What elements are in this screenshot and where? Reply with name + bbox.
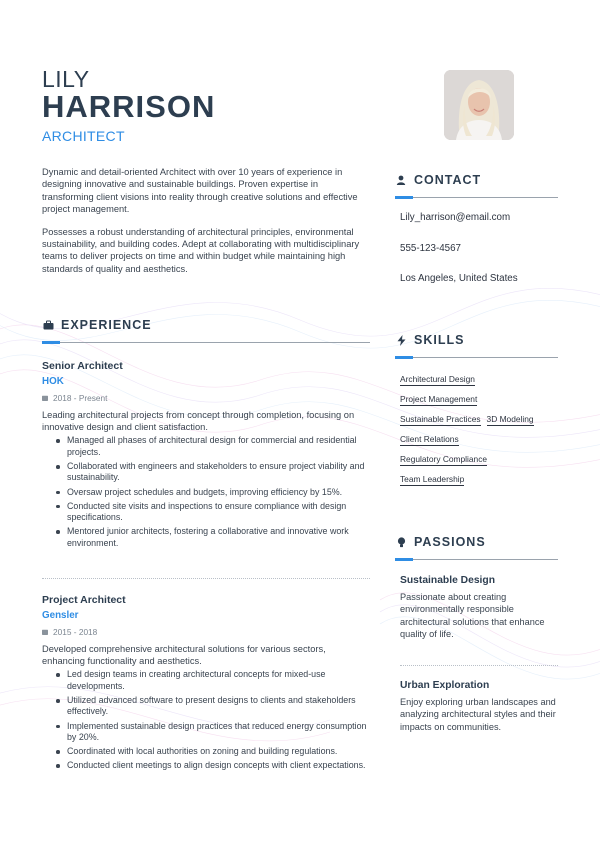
passions-divider (395, 558, 558, 561)
experience-divider (42, 341, 370, 344)
calendar-icon (42, 393, 48, 403)
contact-email[interactable]: Lily_harrison@email.com (400, 212, 511, 223)
job-entry-2 (42, 594, 370, 775)
contact-divider (395, 196, 558, 199)
passions-title: PASSIONS (414, 535, 486, 549)
list-item: Led design teams in creating architectural concepts for mixed-use developments. (56, 669, 370, 692)
job-separator (42, 578, 370, 579)
skills-list (400, 374, 558, 494)
skill-tag: Sustainable Practices (400, 414, 481, 424)
passion-title: Urban Exploration (400, 680, 490, 691)
calendar-icon (42, 627, 48, 637)
job-dates-text: 2018 - Present (53, 393, 108, 403)
list-item: Managed all phases of architectural design for commercial and residential projects. (56, 435, 370, 458)
contact-phone: 555-123-4567 (400, 243, 462, 254)
passion-description: Passionate about creating environmentally responsible architectural solutions that enhance quality of life. (400, 592, 545, 640)
summary-section (42, 166, 370, 285)
list-item: Oversaw project schedules and budgets, improving efficiency by 15%. (56, 487, 370, 498)
job-dates (42, 627, 370, 637)
skill-tag: Client Relations (400, 434, 459, 444)
skill-tag: Project Management (400, 394, 478, 404)
first-name: LILY (42, 66, 90, 92)
passion-item-1 (400, 575, 558, 641)
job-bullets (42, 435, 370, 549)
list-item: Implemented sustainable design practices that reduced energy consumption by 20%. (56, 721, 370, 744)
passion-item-2 (400, 680, 558, 733)
list-item: Utilized advanced software to present designs to clients and stakeholders effectively. (56, 695, 370, 718)
list-item: Conducted client meetings to align design concepts with client expectations. (56, 760, 370, 771)
skill-tag: Regulatory Compliance (400, 454, 488, 464)
skill-tag: Team Leadership (400, 474, 465, 484)
skill-tag: Architectural Design (400, 374, 475, 384)
passion-separator (400, 665, 558, 666)
lightbulb-icon (395, 536, 407, 548)
summary-paragraph-2: Possesses a robust understanding of architectural principles, environmental sustainability, and building codes. Adept at collaborating with multidisciplinary teams to deliver projects on time and within budget while maintaining high standards of quality and aesthetics. (42, 226, 360, 274)
list-item: Collaborated with engineers and stakeholders to ensure project viability and sustainability. (56, 461, 370, 484)
last-name: HARRISON (42, 89, 216, 124)
job-dates (42, 393, 370, 403)
contact-header (395, 172, 558, 199)
passion-description: Enjoy exploring urban landscapes and analyzing architectural styles and their impacts on communities. (400, 697, 556, 732)
briefcase-icon (42, 319, 54, 331)
job-description: Leading architectural projects from concept through completion, focusing on innovative design and client satisfaction. (42, 410, 355, 433)
skills-title: SKILLS (414, 333, 465, 347)
lightning-icon (395, 334, 407, 346)
skills-divider (395, 356, 558, 359)
job-role: Project Architect (42, 594, 126, 606)
experience-header (42, 317, 370, 344)
job-dates-text: 2015 - 2018 (53, 627, 98, 637)
job-entry-1 (42, 360, 370, 552)
list-item: Coordinated with local authorities on zoning and building regulations. (56, 746, 370, 757)
job-bullets (42, 669, 370, 771)
summary-paragraph-1: Dynamic and detail-oriented Architect with over 10 years of experience in designing innovative and sustainable buildings. Proven expertise in transforming client visions into reality through creative solutions and effective project management. (42, 167, 358, 215)
experience-title: EXPERIENCE (61, 318, 152, 332)
list-item: Mentored junior architects, fostering a collaborative and innovative work environment. (56, 526, 370, 549)
job-company: HOK (42, 376, 64, 387)
passion-title: Sustainable Design (400, 575, 495, 586)
skill-tag: 3D Modeling (486, 414, 534, 424)
person-icon (395, 174, 407, 186)
skills-header (395, 332, 558, 359)
contact-location: Los Angeles, United States (400, 273, 518, 284)
job-title: ARCHITECT (42, 128, 125, 144)
job-role: Senior Architect (42, 360, 123, 372)
profile-photo (444, 70, 514, 140)
contact-title: CONTACT (414, 173, 482, 187)
job-description: Developed comprehensive architectural solutions for various sectors, enhancing functionality and aesthetics. (42, 644, 326, 667)
passions-header (395, 534, 558, 561)
list-item: Conducted site visits and inspections to ensure compliance with design specifications. (56, 501, 370, 524)
job-company: Gensler (42, 610, 79, 621)
